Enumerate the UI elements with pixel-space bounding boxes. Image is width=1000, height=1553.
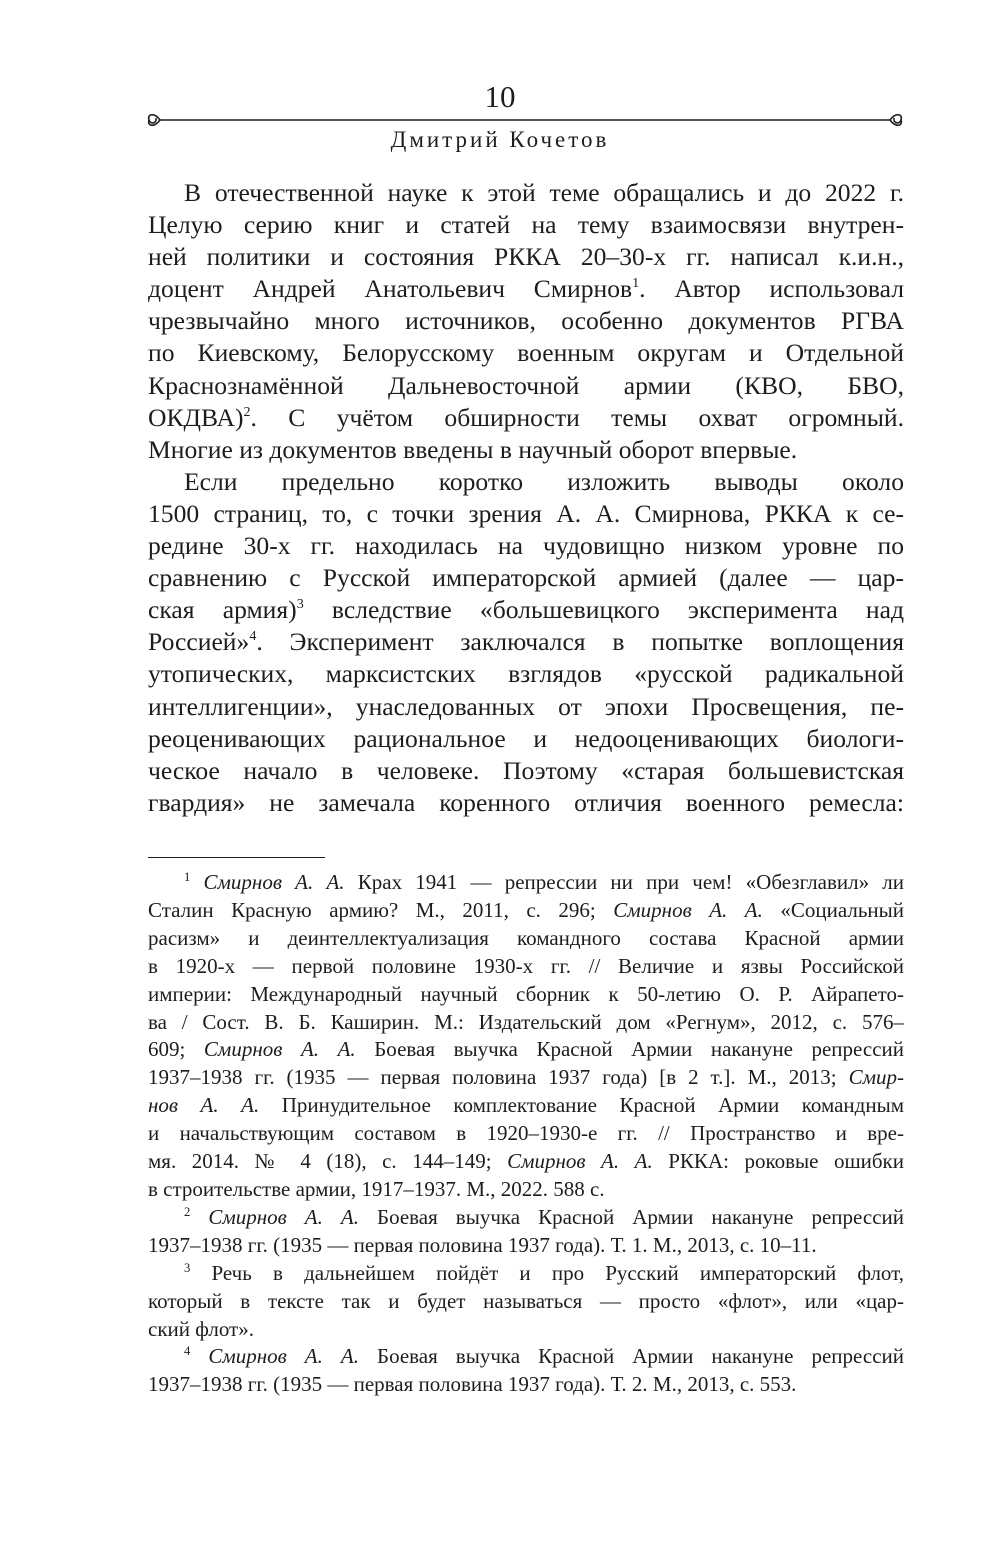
- text-line: интеллигенции», унаследованных от эпохи Просвещения, пе-: [148, 691, 904, 721]
- text-line: Краснознамённой Дальневосточной армии (КВО, БВО,: [148, 370, 904, 400]
- text-line: доцент Андрей Анатольевич Смирнов$^1$. Автор использовал: [148, 274, 904, 304]
- main-text: [148, 177, 904, 819]
- text-line: Если предельно коротко изложить выводы около: [184, 466, 904, 496]
- footnote-ref: 4: [249, 628, 257, 645]
- text-line: чрезвычайно много источников, особенно документов РГВА: [148, 306, 904, 336]
- text-line: Россией»$^4$. Эксперимент заключался в попытке воплощения: [148, 627, 904, 657]
- footnote-line: Сталин Красную армию? М., 2011, с. 296; Смирнов А. А. «Социальный: [148, 897, 904, 922]
- footnotes: [148, 869, 904, 1399]
- footnote-line: в 1920-х — первой половине 1930-х гг. // Величие и язвы Российской: [148, 953, 904, 978]
- footnote-line: мя. 2014. № 4 (18), с. 144–149; Смирнов А. А. РККА: роковые ошибки: [148, 1149, 905, 1174]
- text-line: реоценивающих рациональное и недооценивающих биологи-: [148, 723, 904, 753]
- footnote-line: 609; Смирнов А. А. Боевая выучка Красной Армии накануне репрессий: [148, 1037, 904, 1062]
- footnote-separator: [148, 857, 325, 858]
- text-line: ская армия)$^3$ вследствие «большевицкого эксперимента над: [148, 595, 904, 625]
- text-line: ческое начало в человеке. Поэтому «старая большевистская: [148, 755, 904, 785]
- footnote-line: ский флот».: [148, 1316, 254, 1341]
- footnote-line: 1937–1938 гг. (1935 — первая половина 1937 года). Т. 2. М., 2013, с. 553.: [148, 1372, 797, 1397]
- text-line: редине 30-х гг. находилась на чудовищно низком уровне по: [148, 531, 904, 561]
- footnote-2: $^2$ Смирнов А. А. Боевая выучка Красной Армии накануне репрессий: [184, 1204, 905, 1229]
- footnote-ref: 3: [296, 596, 304, 613]
- footnote-line: 1937–1938 гг. (1935 — первая половина 1937 года). Т. 1. М., 2013, с. 10–11.: [148, 1232, 817, 1257]
- footnote-line: империи: Международный научный сборник к 50-летию О. Р. Айрапето-: [148, 981, 904, 1006]
- footnote-line: 1937–1938 гг. (1935 — первая половина 1937 года) [в 2 т.]. М., 2013; Смир-: [148, 1065, 904, 1090]
- footnote-3: $^3$ Речь в дальнейшем пойдёт и про Русский императорский флот,: [184, 1260, 905, 1285]
- footnote-line: и начальствующим составом в 1920–1930-е гг. // Пространство и вре-: [148, 1121, 904, 1146]
- text-line: утопических, марксистских взглядов «русской радикальной: [148, 659, 904, 689]
- footnote-ref: 2: [243, 403, 251, 420]
- text-line: Целую серию книг и статей на тему взаимосвязи внутрен-: [148, 210, 904, 240]
- footnote-line: ва / Сост. В. Б. Каширин. М.: Издательский дом «Регнум», 2012, с. 576–: [148, 1009, 904, 1034]
- text-line: Многие из документов введены в научный оборот впервые.: [148, 434, 798, 464]
- running-head-author: Дмитрий Кочетов: [390, 127, 610, 152]
- footnote-line: который в тексте так и будет называться — просто «флот», или «цар-: [148, 1288, 904, 1313]
- footnote-ref: 1: [632, 275, 640, 292]
- text-line: по Киевскому, Белорусскому военным округам и Отдельной: [148, 338, 904, 368]
- left-ornament: [149, 115, 160, 126]
- right-ornament: [890, 115, 901, 126]
- text-line: В отечественной науке к этой теме обращались и до 2022 г.: [184, 178, 904, 207]
- text-line: ОКДВА)$^2$. С учётом обширности темы охват огромный.: [148, 402, 904, 432]
- text-line: ней политики и состояния РККА 20–30-х гг. написал к.и.н.,: [148, 242, 904, 272]
- footnote-line: в строительстве армии, 1917–1937. М., 2022. 588 с.: [148, 1176, 605, 1201]
- text-line: гвардия» не замечала коренного отличия военного ремесла:: [148, 787, 904, 817]
- footnote-1: $^1$ Смирнов А. А. Крах 1941 — репрессии ни при чем! «Обезглавил» ли: [184, 869, 905, 894]
- footnote-line: расизм» и деинтеллектуализация командного состава Красной армии: [148, 925, 904, 950]
- text-line: 1500 страниц, то, с точки зрения А. А. Смирнова, РККА к се-: [148, 498, 904, 528]
- page-number: 10: [484, 79, 516, 114]
- footnote-line: нов А. А. Принудительное комплектование Красной Армии командным: [148, 1093, 904, 1118]
- text-line: сравнению с Русской императорской армией (далее — цар-: [148, 563, 904, 593]
- footnote-4: $^4$ Смирнов А. А. Боевая выучка Красной Армии накануне репрессий: [184, 1344, 905, 1369]
